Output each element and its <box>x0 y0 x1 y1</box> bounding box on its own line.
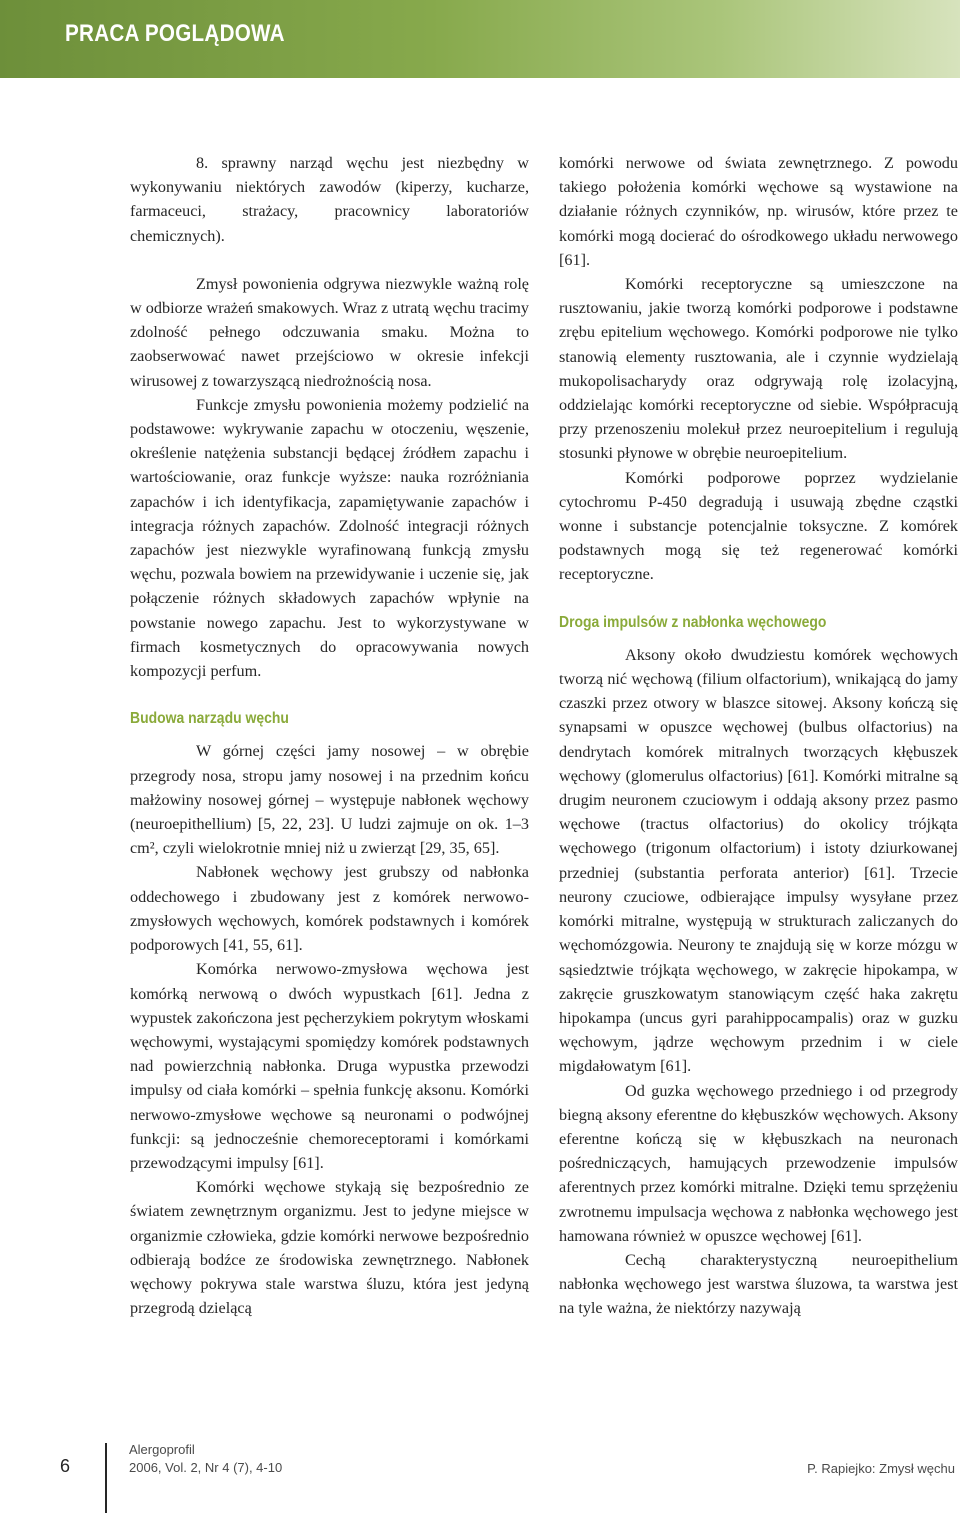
paragraph: Komórki podporowe poprzez wydzielanie cytochromu P-450 degradują i usuwają zbędne cząstki wonne i substancje potencjalnie toksyczne. Z komórek podstawnych mogą się też regenerować komórki receptoryczne. <box>559 468 958 584</box>
left-column <box>130 151 529 1320</box>
page-number: 6 <box>60 1456 71 1476</box>
section-heading: Droga impulsów z nabłonka węchowego <box>559 613 827 631</box>
paragraph: Aksony około dwudziestu komórek węchowych tworzą nić węchową (filium olfactorium), wnikającą do jamy czaszki przez otwory w blaszce sitowej. Aksony kończą się synapsami w opuszce węchowej (bulbus olfactorius) na dendrytach komórek mitralnych tworzących kłębuszek węchowy (glomerulus olfactorius) [61]. Komórki mitralne są drugim neuronem czuciowym i oddają aksony przez pasmo węchowe (tractus olfactorius) do okolicy trójkąta węchowego (trigonum olfactorium) i istoty dziurkowanej przedniej (substantia perforata anterior) [61]. Trzecie neurony czuciowe, odbierające impulsy wysyłane przez komórki mitralne, występują w strukturach zaliczanych do węchomózgowia. Neurony te znajdują się w korze mózgu w sąsiedztwie trójkąta węchowego, w zakręcie hipokampa, w zakręcie gruszkowatym stanowiącym część haka zakrętu hipokampa (uncus gyri parahippocampalis) oraz w guzku węchowym, jądrze węchowym przednim i w ciele migdałowatym [61]. <box>559 645 958 1076</box>
paragraph: Komórki receptoryczne są umieszczone na rusztowaniu, jakie tworzą komórki podporowe i podstawne zrębu epitelium węchowego. Komórki podporowe nie tylko stanowią elementy rusztowania, ale i czynnie wydzielają mukopolisacharydy oraz odgrywają rolę izolacyjną, oddzielając komórki receptoryczne od siebie. Współpracują przy przenoszeniu molekuł przez neuroepitelium i regulują stosunki płynowe w obrębie neuroepitelium. <box>559 275 958 463</box>
paragraph: Zmysł powonienia odgrywa niezwykle ważną rolę w odbiorze wrażeń smakowych. Wraz z utratą węchu tracimy zdolność pełnego odczuwania smaku. Można to zaobserwować nawet przejściowo w okresie infekcji wirusowej z towarzyszącą niedrożnością nosa. <box>130 274 529 390</box>
paragraph: Komórki węchowe stykają się bezpośrednio ze światem zewnętrznym organizmu. Jest to jedyne miejsce w organizmie człowieka, gdzie komórki nerwowe bezpośrednio odbierają bodźce ze środowiska zewnętrznego. Nabłonek węchowy pokrywa stale warstwa śluzu, która jest jedyną przegrodą dzielącą <box>130 1178 529 1318</box>
journal-name: Alergoprofil <box>129 1442 195 1457</box>
footer-divider <box>105 1443 107 1513</box>
list-item: 8. sprawny narząd węchu jest niezbędny w wykonywaniu niektórych zawodów (kiperzy, kucharze, farmaceuci, strażacy, pracownicy laboratoriów chemicznych). <box>130 154 529 245</box>
section-label: PRACA POGLĄDOWA <box>65 20 285 47</box>
paragraph: Komórka nerwowo-zmysłowa węchowa jest komórką nerwową o dwóch wypustkach [61]. Jedna z wypustek zakończona jest pęcherzykiem pokrytym włoskami węchowymi, wystającymi spomiędzy komórek podstawnych nad powierzchnią nabłonka. Druga wypustka przewodzi impulsy od ciała komórki – spełnia funkcję aksonu. Komórki nerwowo-zmysłowe węchowe są neuronami o podwójnej funkcji: są jednocześnie chemoreceptorami i komórkami przewodzącymi impulsy [61]. <box>130 960 529 1172</box>
running-author: P. Rapiejko: Zmysł węchu <box>807 1461 955 1476</box>
paragraph: Od guzka węchowego przedniego i od przegrody biegną aksony eferentne do kłębuszków węchowych. Aksony eferentne kończą się w kłębuszkach na neuronach pośredniczących, hamujących przewodzenie impulsów aferentnych przez komórki mitralne. Dzięki temu sprzężeniu zwrotnemu impulsacja węchowa z nabłonka węchowego jest hamowana również w opuszce węchowej [61]. <box>559 1081 958 1245</box>
section-heading: Budowa narządu węchu <box>130 710 289 728</box>
paragraph: W górnej części jamy nosowej – w obrębie przegrody nosa, stropu jamy nosowej i na przednim końcu małżowiny nosowej górnej – występuje nabłonek węchowy (neuroepithellium) [5, 22, 23]. U ludzi zajmuje on ok. 1–3 cm², czyli wielokrotnie mniej niż u zwierząt [29, 35, 65]. <box>130 742 529 858</box>
journal-issue: 2006, Vol. 2, Nr 4 (7), 4-10 <box>129 1460 283 1475</box>
header-band <box>0 0 960 78</box>
right-column <box>559 151 958 1321</box>
paragraph: Cechą charakterystyczną neuroepithelium nabłonka węchowego jest warstwa śluzowa, ta warstwa jest na tyle ważna, że niektórzy nazywają <box>559 1250 958 1318</box>
paragraph: Funkcje zmysłu powonienia możemy podzielić na podstawowe: wykrywanie zapachu w otoczeniu, węszenie, określenie natężenia substancji będącej źródłem zapachu i wartościowanie, oraz funkcje wyższe: nauka rozróżniania zapachów i ich identyfikacja, zapamiętywanie zapachów i integracja różnych zapachów. Zdolność integracji różnych zapachów jest niezwykle wyrafinowaną funkcją zmysłu węchu, pozwala bowiem na przewidywanie i uczenie się, jak połączenie różnych składowych zapachów wpłynie na powstanie nowego zapachu. Jest to wykorzystywane w firmach kosmetycznych do opracowywania nowych kompozycji perfum. <box>130 395 529 681</box>
journal-info <box>129 1441 282 1477</box>
paragraph: Nabłonek węchowy jest grubszy od nabłonka oddechowego i zbudowany jest z komórek nerwowo-zmysłowych węchowych, komórek podstawnych i komórek podporowych [41, 55, 61]. <box>130 863 529 955</box>
paragraph: komórki nerwowe od świata zewnętrznego. Z powodu takiego położenia komórki węchowe są wystawione na działanie różnych czynników, np. wirusów, które przez te komórki mogą docierać do ośrodkowego układu nerwowego [61]. <box>559 154 958 269</box>
